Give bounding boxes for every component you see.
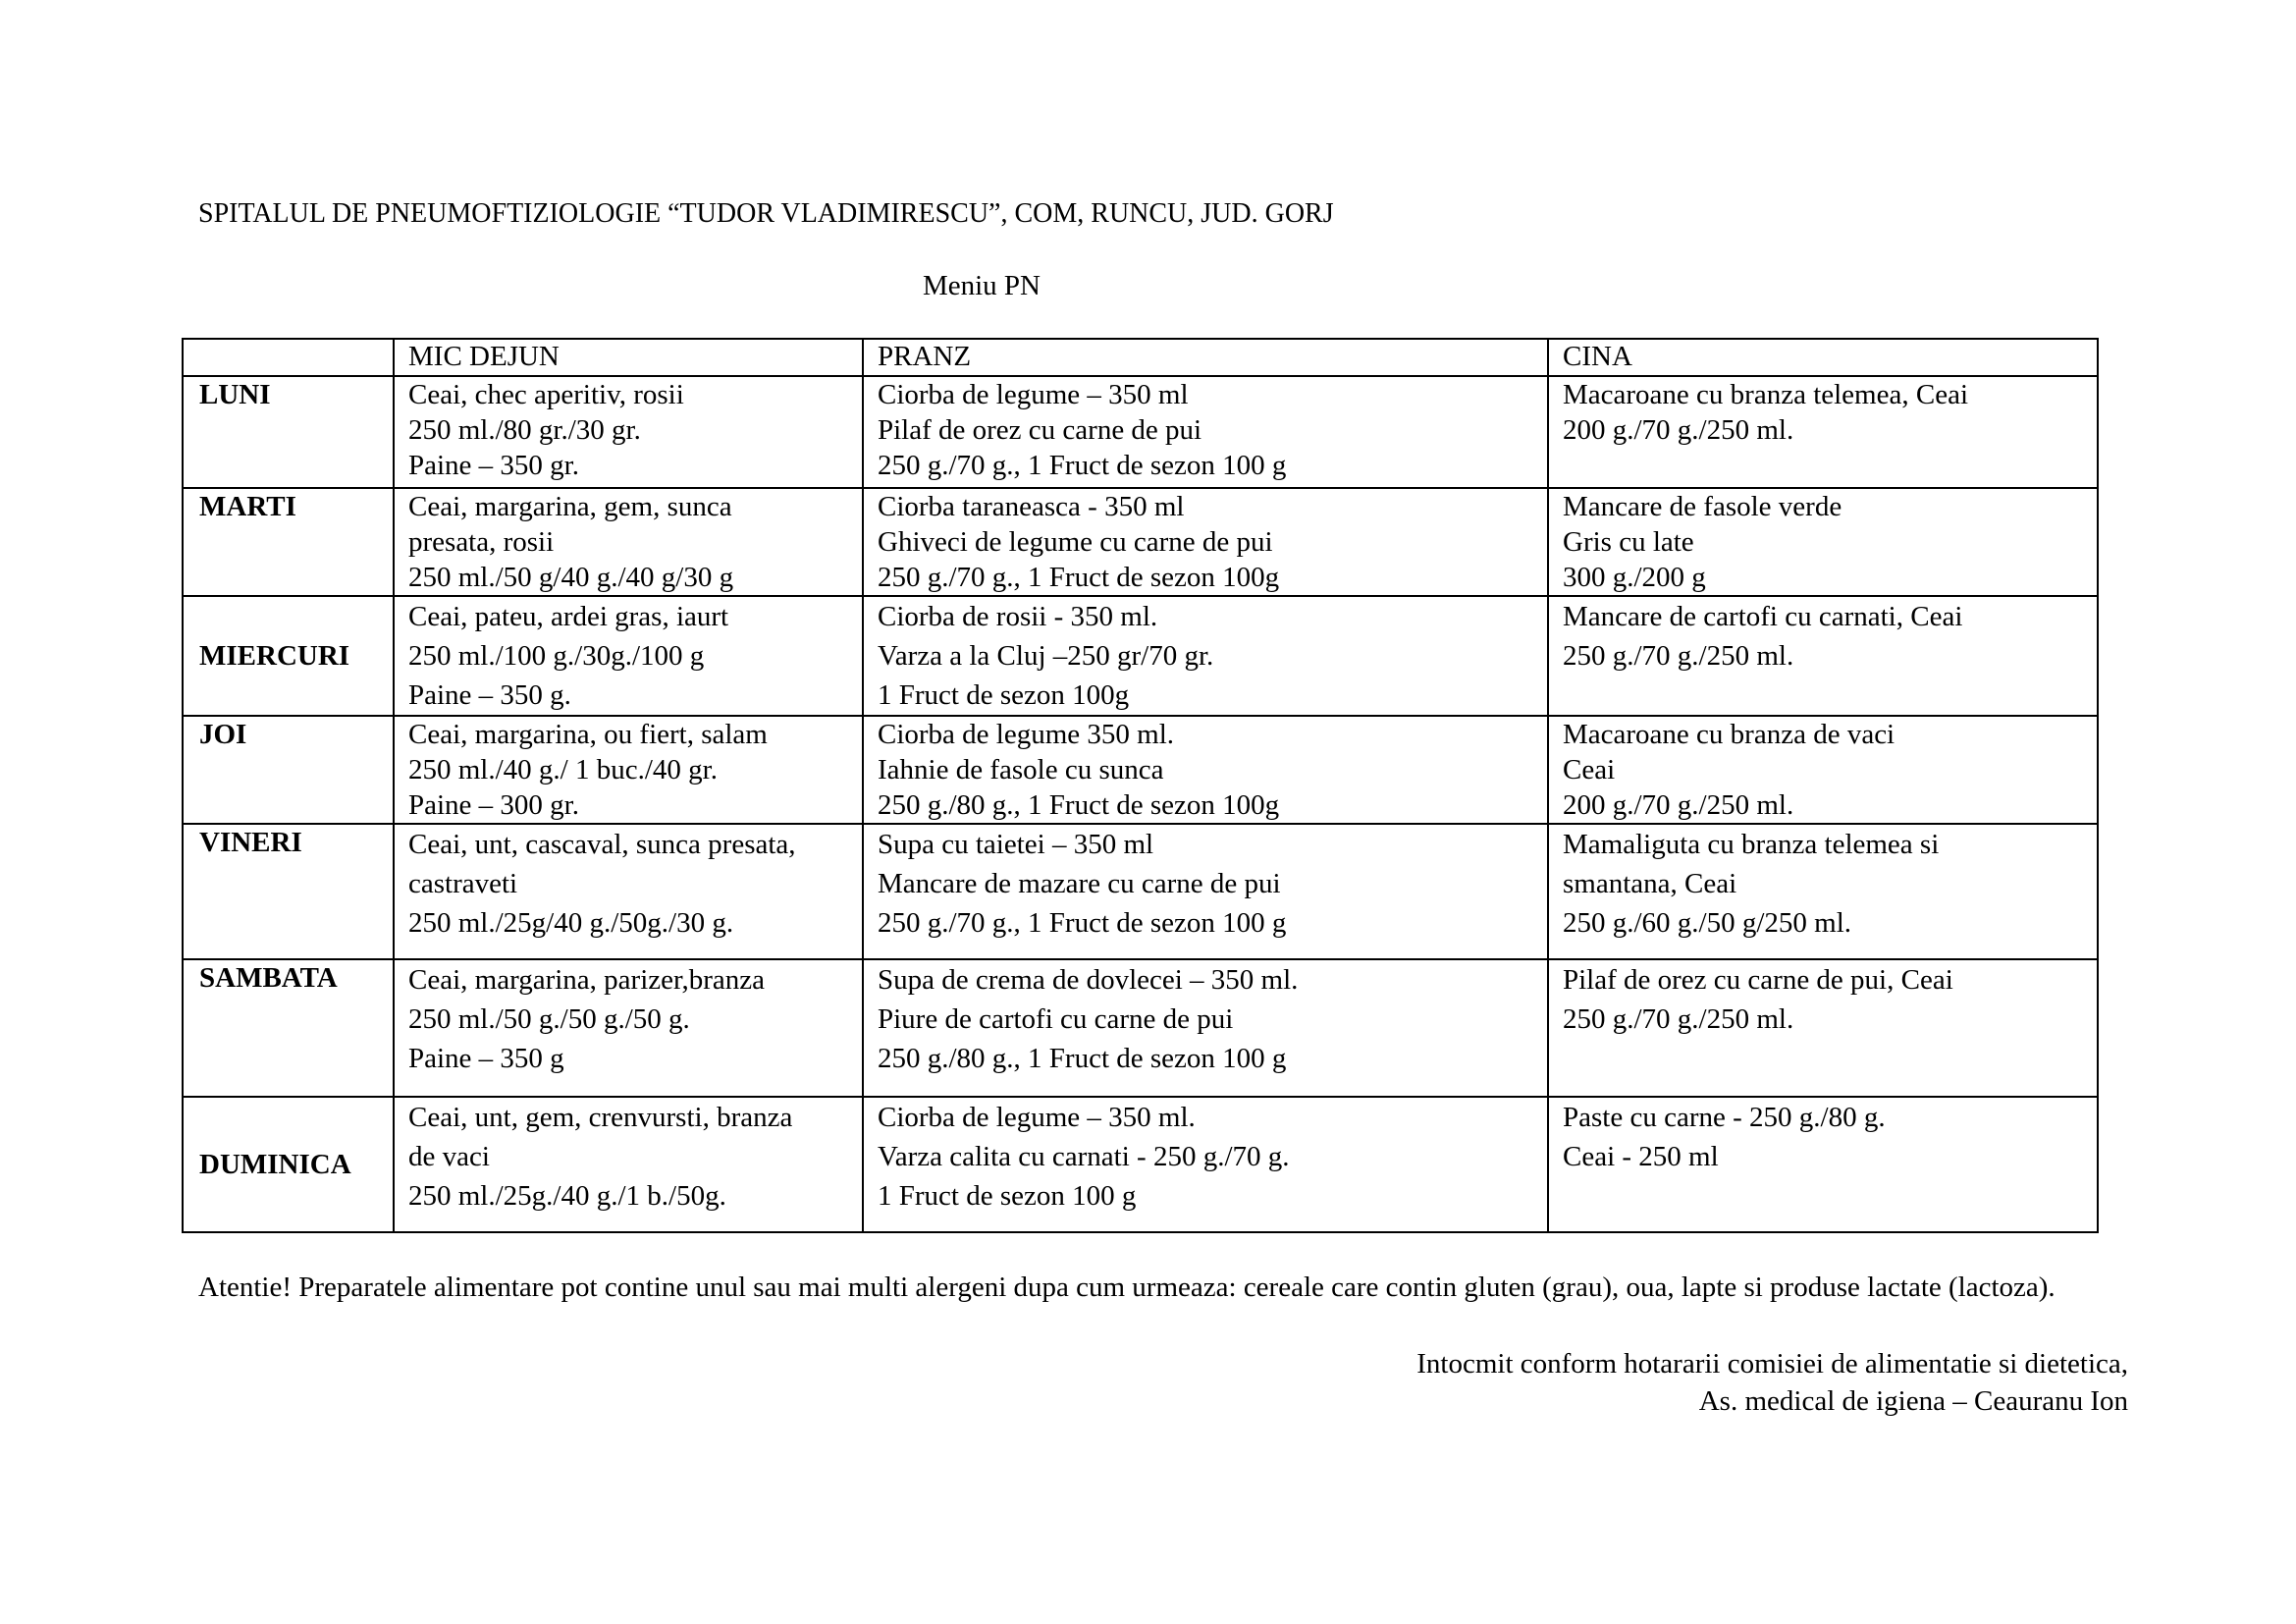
menu-line: Ceai, margarina, gem, sunca <box>408 491 732 522</box>
pranz-cell <box>863 959 1548 1097</box>
pranz-cell <box>863 596 1548 716</box>
cina-cell <box>1548 959 2098 1097</box>
day-label: MIERCURI <box>183 596 394 716</box>
pranz-cell <box>863 488 1548 596</box>
menu-line: Mancare de cartofi cu carnati, Ceai <box>1563 601 1963 632</box>
table-row <box>183 1097 2098 1232</box>
day-label: DUMINICA <box>183 1097 394 1232</box>
menu-line: Paine – 300 gr. <box>408 789 579 821</box>
day-label: LUNI <box>183 376 394 488</box>
cina-cell <box>1548 1097 2098 1232</box>
cina-cell <box>1548 824 2098 959</box>
menu-line: Paine – 350 g <box>408 1043 564 1074</box>
day-label: JOI <box>183 716 394 824</box>
menu-line: Ceai, chec aperitiv, rosii <box>408 379 684 410</box>
mic-dejun-cell <box>394 1097 863 1232</box>
cina-cell <box>1548 716 2098 824</box>
table-row <box>183 376 2098 488</box>
menu-line: 250 ml./40 g./ 1 buc./40 gr. <box>408 754 718 785</box>
menu-line: 200 g./70 g./250 ml. <box>1563 414 1794 446</box>
menu-line: 250 g./70 g., 1 Fruct de sezon 100g <box>878 562 1280 593</box>
menu-line: Macaroane cu branza de vaci <box>1563 719 1896 750</box>
pranz-cell <box>863 376 1548 488</box>
menu-line: 250 g./80 g., 1 Fruct de sezon 100 g <box>878 1043 1287 1074</box>
menu-line: Ciorba de legume – 350 ml <box>878 379 1189 410</box>
mic-dejun-cell <box>394 824 863 959</box>
menu-line: Ceai, pateu, ardei gras, iaurt <box>408 601 729 632</box>
day-label: VINERI <box>183 824 394 959</box>
menu-line: Varza calita cu carnati - 250 g./70 g. <box>878 1141 1290 1172</box>
mic-dejun-cell <box>394 376 863 488</box>
menu-line: Ciorba taraneasca - 350 ml <box>878 491 1185 522</box>
menu-line: Pilaf de orez cu carne de pui <box>878 414 1202 446</box>
menu-line: 250 g./70 g./250 ml. <box>1563 640 1794 672</box>
menu-line: Ceai - 250 ml <box>1563 1141 1719 1172</box>
menu-line: 250 ml./25g./40 g./1 b./50g. <box>408 1180 726 1212</box>
menu-line: Gris cu late <box>1563 526 1694 558</box>
menu-line: Paine – 350 g. <box>408 679 571 711</box>
prepared-by-name: As. medical de igiena – Ceauranu Ion <box>1698 1385 2128 1417</box>
menu-line: Supa de crema de dovlecei – 350 ml. <box>878 964 1299 996</box>
menu-line: Macaroane cu branza telemea, Ceai <box>1563 379 1968 410</box>
menu-line: Ciorba de rosii - 350 ml. <box>878 601 1158 632</box>
menu-title: Meniu PN <box>922 270 1041 301</box>
table-row <box>183 596 2098 716</box>
menu-line: Varza a la Cluj –250 gr/70 gr. <box>878 640 1214 672</box>
cina-cell <box>1548 596 2098 716</box>
menu-line: 250 ml./50 g/40 g./40 g/30 g <box>408 562 734 593</box>
menu-line: Paste cu carne - 250 g./80 g. <box>1563 1102 1886 1133</box>
mic-dejun-cell <box>394 716 863 824</box>
table-row <box>183 488 2098 596</box>
menu-line: 200 g./70 g./250 ml. <box>1563 789 1794 821</box>
menu-line: Iahnie de fasole cu sunca <box>878 754 1164 785</box>
column-header-mic-dejun: MIC DEJUN <box>394 339 863 376</box>
mic-dejun-cell <box>394 488 863 596</box>
allergen-note: Atentie! Preparatele alimentare pot contine unul sau mai multi alergeni dupa cum urmeaza: cereale care contin gluten (grau), oua, lapte si produse lactate (lactoza). <box>198 1272 2056 1303</box>
cina-cell <box>1548 376 2098 488</box>
menu-line: Mamaliguta cu branza telemea si <box>1563 829 1940 860</box>
menu-line: Pilaf de orez cu carne de pui, Ceai <box>1563 964 1953 996</box>
menu-line: de vaci <box>408 1141 490 1172</box>
weekly-menu-table <box>182 338 2099 1233</box>
menu-line: 1 Fruct de sezon 100g <box>878 679 1130 711</box>
menu-line: 250 g./70 g., 1 Fruct de sezon 100 g <box>878 907 1287 939</box>
menu-line: Piure de cartofi cu carne de pui <box>878 1003 1234 1035</box>
menu-line: Ceai, margarina, parizer,branza <box>408 964 766 996</box>
table-row <box>183 716 2098 824</box>
menu-line: smantana, Ceai <box>1563 868 1737 899</box>
menu-line: presata, rosii <box>408 526 555 558</box>
menu-line: Ghiveci de legume cu carne de pui <box>878 526 1273 558</box>
menu-line: 250 g./70 g., 1 Fruct de sezon 100 g <box>878 450 1287 481</box>
cina-cell <box>1548 488 2098 596</box>
column-header-cina: CINA <box>1548 339 2098 376</box>
mic-dejun-cell <box>394 596 863 716</box>
prepared-by-line: Intocmit conform hotararii comisiei de alimentatie si dietetica, <box>1416 1348 2128 1380</box>
pranz-cell <box>863 1097 1548 1232</box>
menu-line: 250 ml./25g/40 g./50g./30 g. <box>408 907 734 939</box>
menu-line: 250 g./70 g./250 ml. <box>1563 1003 1794 1035</box>
menu-line: Mancare de mazare cu carne de pui <box>878 868 1281 899</box>
table-row <box>183 824 2098 959</box>
table-row <box>183 959 2098 1097</box>
menu-line: 250 ml./80 gr./30 gr. <box>408 414 641 446</box>
menu-line: 250 g./60 g./50 g/250 ml. <box>1563 907 1852 939</box>
menu-line: Ceai <box>1563 754 1616 785</box>
menu-line: Ceai, margarina, ou fiert, salam <box>408 719 768 750</box>
menu-line: castraveti <box>408 868 518 899</box>
menu-line: Supa cu taietei – 350 ml <box>878 829 1154 860</box>
mic-dejun-cell <box>394 959 863 1097</box>
menu-line: 250 ml./100 g./30g./100 g <box>408 640 705 672</box>
day-label: SAMBATA <box>183 959 394 1097</box>
menu-line: 300 g./200 g <box>1563 562 1706 593</box>
menu-line: 1 Fruct de sezon 100 g <box>878 1180 1137 1212</box>
menu-line: Ciorba de legume – 350 ml. <box>878 1102 1196 1133</box>
column-header-pranz: PRANZ <box>863 339 1548 376</box>
menu-line: Ciorba de legume 350 ml. <box>878 719 1175 750</box>
column-header-day <box>183 339 394 376</box>
signature-block <box>1416 1345 2128 1420</box>
menu-line: 250 ml./50 g./50 g./50 g. <box>408 1003 690 1035</box>
menu-line: Paine – 350 gr. <box>408 450 579 481</box>
pranz-cell <box>863 824 1548 959</box>
menu-line: 250 g./80 g., 1 Fruct de sezon 100g <box>878 789 1280 821</box>
institution-header: SPITALUL DE PNEUMOFTIZIOLOGIE “TUDOR VLADIMIRESCU”, COM, RUNCU, JUD. GORJ <box>198 198 1334 229</box>
menu-line: Mancare de fasole verde <box>1563 491 1842 522</box>
pranz-cell <box>863 716 1548 824</box>
day-label: MARTI <box>183 488 394 596</box>
menu-line: Ceai, unt, gem, crenvursti, branza <box>408 1102 793 1133</box>
menu-line: Ceai, unt, cascaval, sunca presata, <box>408 829 796 860</box>
table-header-row <box>183 339 2098 376</box>
